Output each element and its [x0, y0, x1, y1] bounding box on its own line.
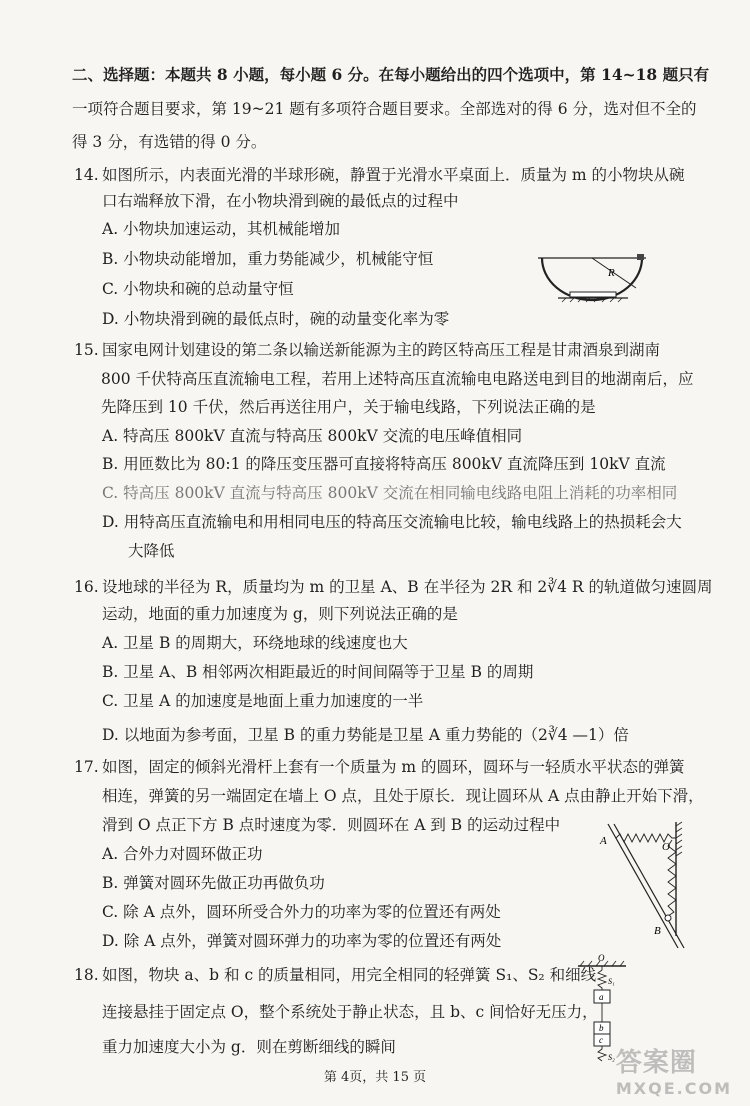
page-footer: 第 4页，共 15 页 — [323, 1070, 427, 1085]
q18-fig-label-c: c — [599, 1035, 603, 1045]
q18-fig-label-a: a — [599, 992, 604, 1002]
q18-stem-2: 连接悬挂于固定点 O，整个系统处于静止状态，且 b、c 间恰好无压力， — [102, 1003, 598, 1021]
q15-stem-2: 800 千伏特高压直流输电工程，若用上述特高压直流输电电路送电到目的地湖南后，应 — [101, 370, 694, 388]
q16-stem-2: 运动，地面的重力加速度为 g，则下列说法正确的是 — [102, 605, 458, 623]
q15-stem-3: 先降压到 10 千伏，然后再送往用户，关于输电线路，下列说法正确的是 — [101, 398, 596, 416]
q18-stem-1: 如图，物块 a、b 和 c 的质量相同，用完全相同的轻弹簧 S₁、S₂ 和细线 — [102, 966, 597, 984]
q17-stem-2: 相连，弹簧的另一端固定在墙上 O 点，且处于原长．现让圆环从 A 点由静止开始下滑， — [102, 787, 704, 805]
q16-option-c: C. 卫星 A 的加速度是地面上重力加速度的一半 — [102, 692, 424, 710]
q14-option-b: B. 小物块动能增加，重力势能减少，机械能守恒 — [102, 250, 434, 268]
q17-stem-1: 如图，固定的倾斜光滑杆上套有一个质量为 m 的圆环，圆环与一轻质水平状态的弹簧 — [102, 758, 685, 776]
q17-rod-spring-figure — [594, 818, 690, 954]
q14-option-c: C. 小物块和碗的总动量守恒 — [102, 280, 294, 298]
q17-option-a: A. 合外力对圆环做正功 — [102, 845, 263, 863]
q17-option-c: C. 除 A 点外，圆环所受合外力的功率为零的位置还有两处 — [102, 903, 501, 921]
q15-number: 15. — [74, 341, 99, 359]
q18-fig-label-s1: S₁ — [608, 977, 615, 986]
q14-fig-label-r: R — [608, 267, 615, 279]
q18-fig-label-s2: S₂ — [608, 1053, 615, 1062]
q16-number: 16. — [74, 578, 99, 596]
q17-number: 17. — [74, 758, 99, 776]
q18-stem-3: 重力加速度大小为 g．则在剪断细线的瞬间 — [102, 1038, 396, 1056]
q17-fig-label-b: B — [654, 925, 661, 937]
q16-stem-1: 设地球的半径为 R，质量均为 m 的卫星 A、B 在半径为 2R 和 2∛4 R 的轨道做匀速圆周 — [102, 578, 713, 596]
section-header-line-3: 得 3 分，有选错的得 0 分。 — [72, 133, 267, 151]
q15-option-d-continuation: 大降低 — [128, 542, 175, 560]
q17-option-b: B. 弹簧对圆环先做正功再做负功 — [102, 874, 325, 892]
watermark-sub: MXQE.COM — [615, 1079, 732, 1098]
section-header-line-1: 二、选择题：本题共 8 小题，每小题 6 分。在每小题给出的四个选项中，第 14~18 题只有 — [72, 65, 710, 84]
q14-bowl-figure — [528, 250, 658, 304]
q15-option-a: A. 特高压 800kV 直流与特高压 800kV 交流的电压峰值相同 — [102, 427, 523, 445]
q17-stem-3: 滑到 O 点正下方 B 点时速度为零．则圆环在 A 到 B 的运动过程中 — [102, 816, 561, 834]
q17-fig-label-a: A — [600, 835, 607, 847]
watermark-main: 答案圈 — [615, 1048, 697, 1078]
q16-option-a: A. 卫星 B 的周期大，环绕地球的线速度也大 — [102, 634, 408, 652]
q15-option-d: D. 用特高压直流输电和用相同电压的特高压交流输电比较，输电线路上的热损耗会大 — [102, 513, 682, 531]
q18-number: 18. — [74, 966, 99, 984]
q18-fig-label-b: b — [599, 1023, 604, 1033]
q14-option-d: D. 小物块滑到碗的最低点时，碗的动量变化率为零 — [102, 310, 450, 328]
q17-option-d: D. 除 A 点外，弹簧对圆环弹力的功率为零的位置还有两处 — [102, 932, 502, 950]
q14-number: 14. — [74, 166, 99, 184]
watermark-logo — [616, 1042, 732, 1098]
section-header-line-2: 一项符合题目要求，第 19~21 题有多项符合题目要求。全部选对的得 6 分，选对但不全的 — [72, 100, 697, 118]
q18-fig-label-o: O — [598, 953, 605, 963]
q16-option-d: D. 以地面为参考面，卫星 B 的重力势能是卫星 A 重力势能的（2∛4 —1）倍 — [102, 726, 629, 744]
q14-option-a: A. 小物块加速运动，其机械能增加 — [102, 220, 341, 238]
q15-stem-1: 国家电网计划建设的第二条以输送新能源为主的跨区特高压工程是甘肃酒泉到湖南 — [102, 341, 661, 359]
q16-option-b: B. 卫星 A、B 相邻两次相距最近的时间间隔等于卫星 B 的周期 — [102, 663, 534, 681]
q14-stem-2: 口右端释放下滑，在小物块滑到碗的最低点的过程中 — [102, 192, 459, 210]
q17-fig-label-o: O — [662, 841, 670, 853]
q14-stem-1: 如图所示，内表面光滑的半球形碗，静置于光滑水平桌面上．质量为 m 的小物块从碗 — [102, 166, 685, 184]
q15-option-c: C. 特高压 800kV 直流与特高压 800kV 交流在相同输电线路电阻上消耗的功率相同 — [102, 484, 678, 502]
q15-option-b: B. 用匝数比为 80:1 的降压变压器可直接将特高压 800kV 直流降压到 10kV 直流 — [102, 455, 666, 473]
